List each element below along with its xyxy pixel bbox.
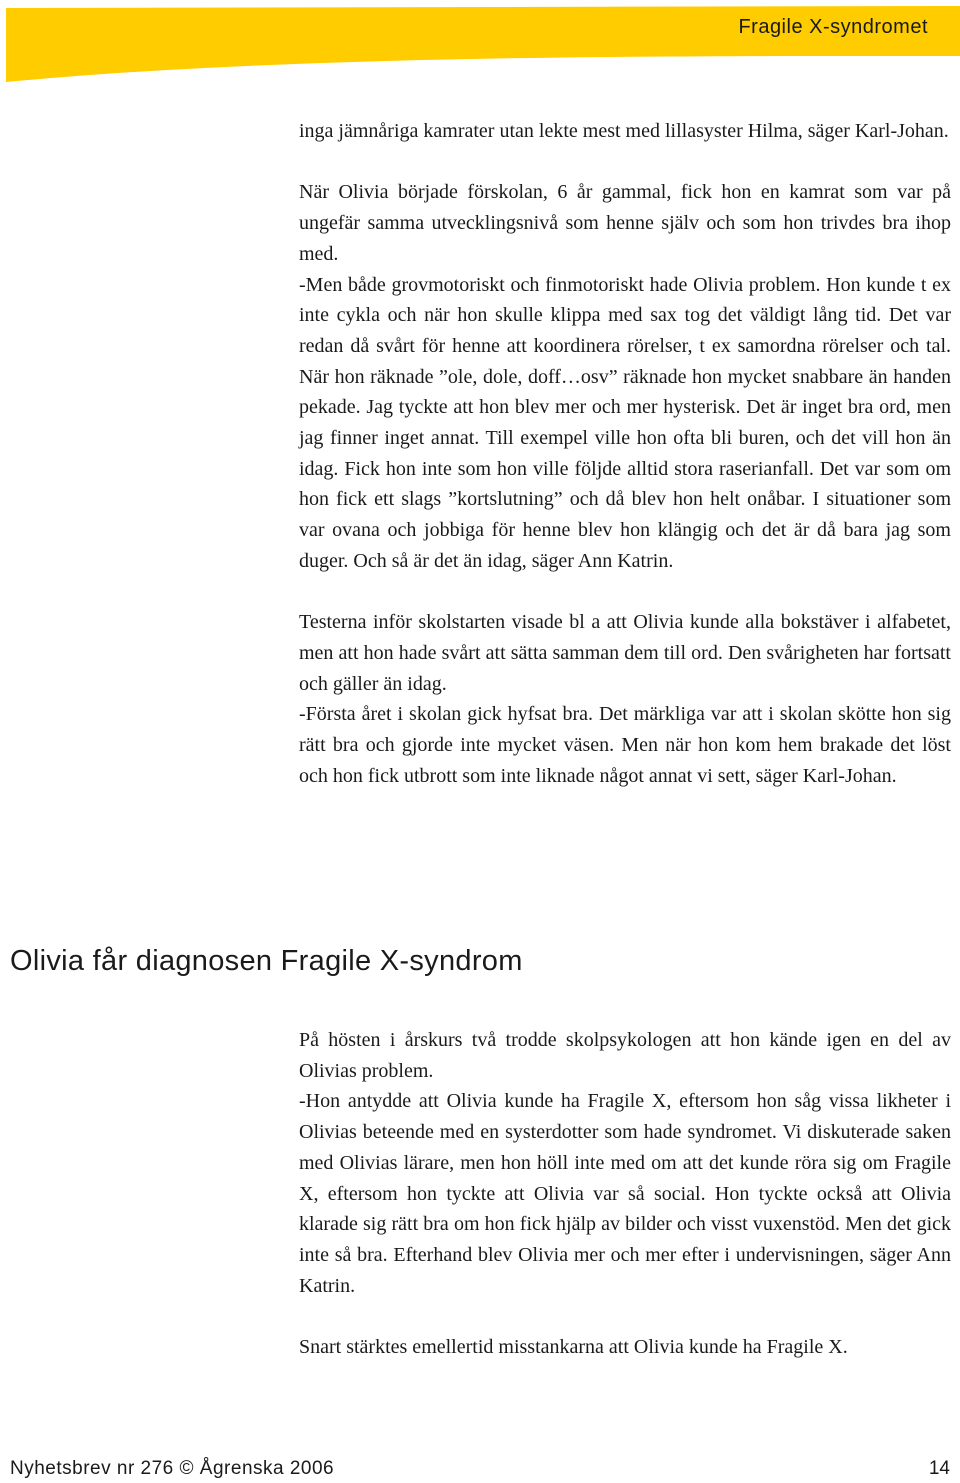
body-column-upper	[299, 116, 951, 791]
section-heading: Olivia får diagnosen Fragile X-syndrom	[10, 945, 523, 977]
paragraph: -Men både grovmotoriskt och finmotoriskt hade Olivia problem. Hon kunde t ex inte cykla och när hon skulle klippa med sax tog det väldigt lång tid. Det var redan då svårt för henne att koordinera rörelser, t ex samordna rörelser och tal. När hon räknade ”ole, dole, doff…osv” räknade hon mycket snabbare än handen pekade. Jag tyckte att hon blev mer och mer hysterisk. Det är inget bra ord, men jag finner inget annat. Till exempel ville hon ofta bli buren, och det vill hon än idag. Fick hon inte som hon ville följde alltid stora raserianfall. Det var som om hon fick ett slags ”kortslutning” och då blev hon helt onåbar. I situationer som var ovana och jobbiga för henne blev hon klängig och det är då bara jag som duger. Och så är det än idag, säger Ann Katrin.	[299, 273, 951, 572]
running-header-title: Fragile X-syndromet	[738, 16, 928, 38]
paragraph: På hösten i årskurs två trodde skolpsykologen att hon kände igen en del av Olivias problem.	[299, 1029, 951, 1082]
header-swoosh	[0, 0, 960, 90]
paragraph-gap	[299, 147, 951, 178]
paragraph: -Första året i skolan gick hyfsat bra. Det märkliga var att i skolan skötte hon sig rätt bra och gjorde inte mycket väsen. Men när hon kom hem brakade det löst och hon fick utbrott som inte liknade något annat vi sett, säger Karl-Johan.	[299, 703, 951, 787]
page-number: 14	[928, 1458, 950, 1479]
header-band	[0, 0, 960, 90]
paragraph-gap	[299, 1301, 951, 1332]
paragraph-gap	[299, 577, 951, 608]
body-column-lower	[299, 1025, 951, 1363]
paragraph: -Hon antydde att Olivia kunde ha Fragile X, eftersom hon såg vissa likheter i Olivias beteende med en systerdotter som hade syndromet. Vi diskuterade saken med Olivias lärare, men hon höll inte med om att det kunde röra sig om Fragile X, eftersom hon tyckte att Olivia var så social. Hon tyckte också att Olivia klarade sig rätt bra om hon fick hjälp av bilder och visst vuxenstöd. Men det gick inte så bra. Efterhand blev Olivia mer och mer efter i undervisningen, säger Ann Katrin.	[299, 1090, 951, 1297]
paragraph: När Olivia började förskolan, 6 år gammal, fick hon en kamrat som var på ungefär samma utvecklingsnivå som henne själv och som hon trivdes bra ihop med.	[299, 181, 951, 265]
footer-publication: Nyhetsbrev nr 276 © Ågrenska 2006	[10, 1458, 335, 1479]
paragraph: Testerna inför skolstarten visade bl a att Olivia kunde alla bokstäver i alfabetet, men att hon hade svårt att sätta samman dem till ord. Den svårigheten har fortsatt och gäller än idag.	[299, 611, 951, 695]
paragraph: inga jämnåriga kamrater utan lekte mest med lillasyster Hilma, säger Karl-Johan.	[299, 120, 949, 142]
paragraph: Snart stärktes emellertid misstankarna att Olivia kunde ha Fragile X.	[299, 1336, 848, 1359]
